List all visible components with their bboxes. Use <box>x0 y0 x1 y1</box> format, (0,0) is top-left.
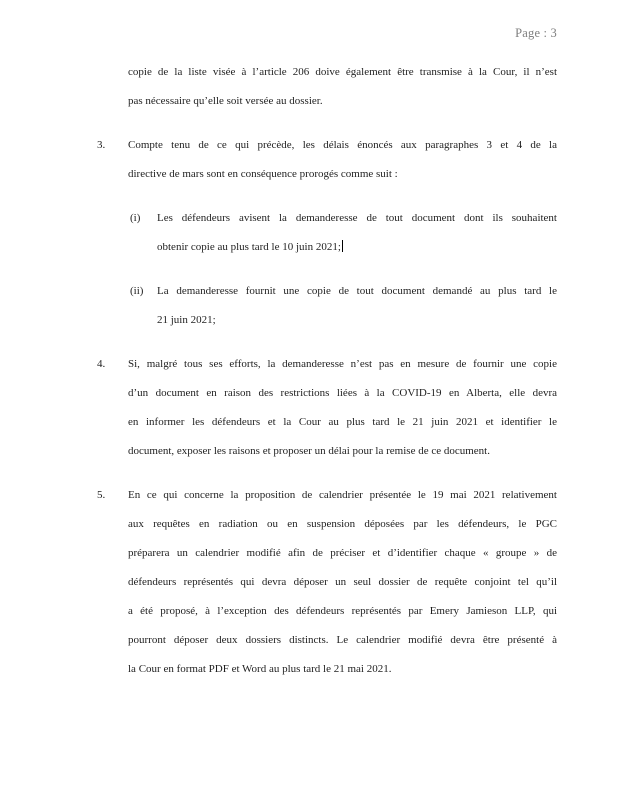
paragraph-item-ii <box>0 277 624 335</box>
document-body <box>0 58 624 699</box>
text-line: directive de mars sont en conséquence prorogés comme suit : <box>128 168 398 180</box>
list-marker: 3. <box>97 139 106 151</box>
paragraph-lines <box>157 204 557 262</box>
text-line: 21 juin 2021; <box>157 314 216 326</box>
paragraph-lines <box>128 131 557 189</box>
list-marker: (ii) <box>130 285 144 297</box>
text-line: copie de la liste visée à l’article 206 doive également être transmise à la Cour, il n’est <box>128 66 557 78</box>
text-line: aux requêtes en radiation ou en suspension déposées par les défendeurs, le PGC <box>128 518 557 530</box>
paragraph-item-3 <box>0 131 624 189</box>
text-line: obtenir copie au plus tard le 10 juin 2021; <box>157 241 341 253</box>
list-marker: 5. <box>97 489 106 501</box>
text-line: d’un document en raison des restrictions liées à la COVID-19 en Alberta, elle devra <box>128 387 557 399</box>
text-line: Si, malgré tous ses efforts, la demanderesse n’est pas en mesure de fournir une copie <box>128 358 557 370</box>
paragraph-lines <box>157 277 557 335</box>
text-line: pas nécessaire qu’elle soit versée au dossier. <box>128 95 323 107</box>
text-line: En ce qui concerne la proposition de calendrier présentée le 19 mai 2021 relativement <box>128 489 557 501</box>
text-line: Compte tenu de ce qui précède, les délais énoncés aux paragraphes 3 et 4 de la <box>128 139 557 151</box>
page-number-header: Page : 3 <box>515 26 557 40</box>
text-line: préparera un calendrier modifié afin de préciser et d’identifier chaque « groupe » de <box>128 547 557 559</box>
paragraph-lines <box>128 350 557 466</box>
text-line: la Cour en format PDF et Word au plus tard le 21 mai 2021. <box>128 663 392 675</box>
paragraph-lines <box>128 481 557 684</box>
text-line: Les défendeurs avisent la demanderesse de tout document dont ils souhaitent <box>157 212 557 224</box>
paragraph-item-5 <box>0 481 624 684</box>
paragraph-lines <box>128 58 557 116</box>
paragraph-item-4 <box>0 350 624 466</box>
text-line: document, exposer les raisons et proposer un délai pour la remise de ce document. <box>128 445 490 457</box>
list-marker: 4. <box>97 358 106 370</box>
paragraph-continuation <box>0 58 624 116</box>
text-line: en informer les défendeurs et la Cour au plus tard le 21 juin 2021 et identifier le <box>128 416 557 428</box>
text-line: défendeurs représentés qui devra déposer un seul dossier de requête conjoint tel qu’il <box>128 576 557 588</box>
paragraph-item-i <box>0 204 624 262</box>
text-line: a été proposé, à l’exception des défendeurs représentés par Emery Jamieson LLP, qui <box>128 605 557 617</box>
text-line: pourront déposer deux dossiers distincts. Le calendrier modifié devra être présenté à <box>128 634 557 646</box>
text-line: La demanderesse fournit une copie de tout document demandé au plus tard le <box>157 285 557 297</box>
list-marker: (i) <box>130 212 141 224</box>
text-cursor <box>342 240 343 252</box>
